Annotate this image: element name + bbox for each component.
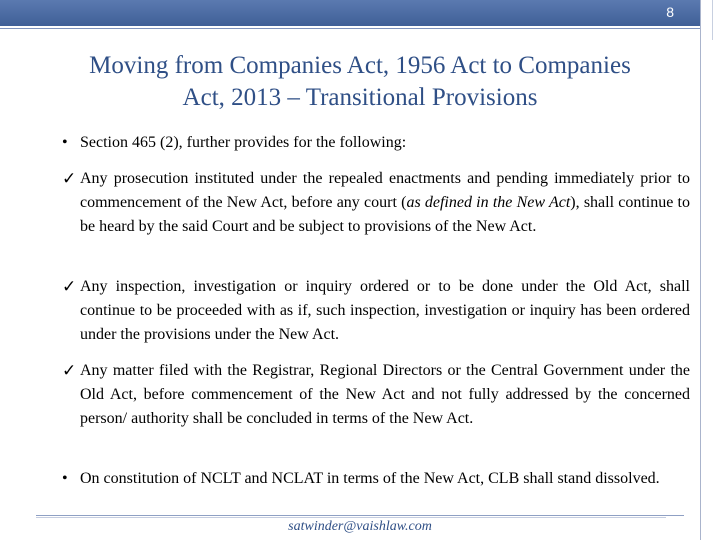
bullet-icon: • bbox=[62, 134, 68, 151]
check-item-text: Any inspection, investigation or inquiry ordered or to be done under the Old Act, shall continue to be proceeded with as if, such inspection, investigation or inquiry has been ordered under the provisions under the New Act. bbox=[80, 278, 690, 343]
slide-title-line-2: Act, 2013 – Transitional Provisions bbox=[182, 84, 538, 111]
check-icon: ✓ bbox=[62, 277, 77, 296]
right-edge-accent bbox=[712, 0, 713, 40]
slide-title bbox=[30, 50, 690, 114]
check-icon: ✓ bbox=[62, 361, 77, 380]
check-icon: ✓ bbox=[62, 169, 77, 188]
check-item-text-italic: as defined in the New Act bbox=[406, 194, 571, 211]
check-item-text-part2: ), shall continue to be heard by the said Court and be subject to provisions of the New Act. bbox=[80, 194, 690, 235]
header-bar bbox=[0, 0, 700, 26]
slide-title-line-1: Moving from Companies Act, 1956 Act to Companies bbox=[89, 52, 631, 79]
check-item-matter-filed bbox=[62, 359, 690, 431]
bullet-text: Section 465 (2), further provides for the following: bbox=[80, 134, 407, 151]
footer-divider-secondary bbox=[36, 517, 666, 518]
bullet-text: On constitution of NCLT and NCLAT in terms of the New Act, CLB shall stand dissolved. bbox=[80, 470, 660, 487]
right-edge-rule bbox=[700, 0, 701, 540]
footer-email: satwinder@vaishlaw.com bbox=[288, 519, 432, 534]
page-number: 8 bbox=[666, 4, 674, 20]
check-item-text: Any matter filed with the Registrar, Regional Directors or the Central Government under the Old Act, before commencement of the New Act and not fully addressed by the concerned person/ authority shall be concluded in terms of the New Act. bbox=[80, 362, 690, 427]
header-divider bbox=[0, 28, 700, 29]
check-item-inspection bbox=[62, 275, 690, 347]
check-item-text bbox=[80, 167, 690, 239]
check-item-text-part1: Any prosecution instituted under the repealed enactments and pending immediately prior to commencement of the New Act, before any court ( bbox=[80, 170, 690, 211]
check-item-prosecution bbox=[62, 167, 690, 239]
bullet-icon: • bbox=[62, 470, 68, 487]
footer-divider bbox=[36, 515, 684, 516]
